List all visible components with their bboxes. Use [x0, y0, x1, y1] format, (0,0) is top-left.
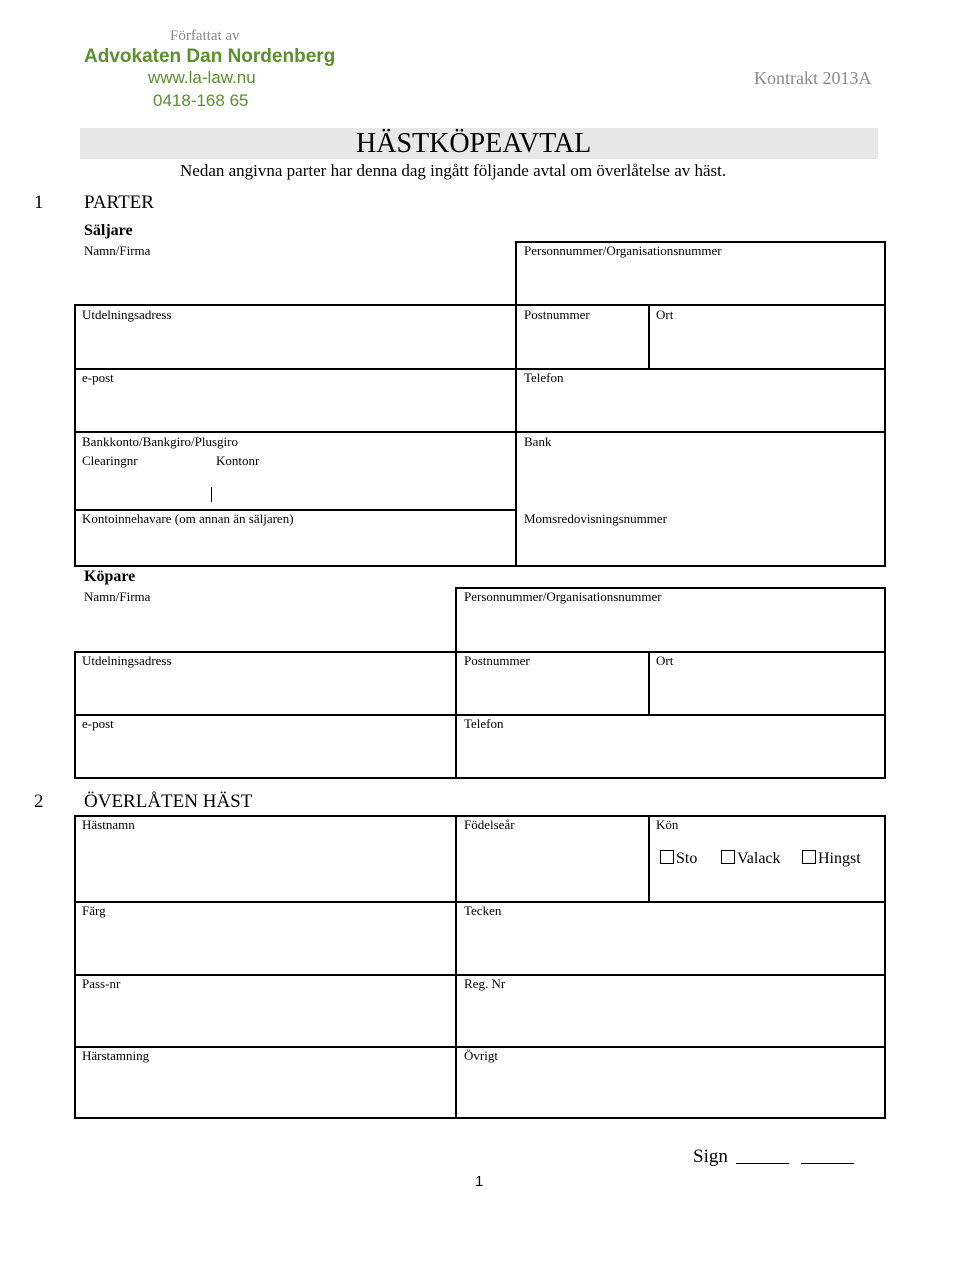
sex-label: Kön: [656, 817, 679, 832]
buyer-heading: Köpare: [84, 568, 136, 585]
sex-option-hingst[interactable]: Hingst: [802, 850, 861, 868]
buyer-id-number-label: Personnummer/Organisationsnummer: [464, 589, 662, 604]
sign-line-1[interactable]: [736, 1163, 789, 1164]
seller-postcode-label: Postnummer: [524, 307, 590, 322]
author-name: Advokaten Dan Nordenberg: [84, 46, 336, 67]
seller-city-label: Ort: [656, 307, 674, 322]
color-label: Färg: [82, 903, 106, 918]
buyer-id-number-field[interactable]: [457, 607, 884, 649]
pedigree-label: Härstamning: [82, 1048, 150, 1063]
sign-label: Sign: [693, 1146, 728, 1167]
website-link[interactable]: www.la-law.nu: [148, 68, 256, 87]
contract-reference: Kontrakt 2013A: [754, 68, 872, 88]
seller-account-no-label: Kontonr: [216, 453, 260, 468]
seller-account-holder-label: Kontoinnehavare (om annan än säljaren): [82, 511, 294, 526]
seller-clearing-label: Clearingnr: [82, 453, 138, 468]
buyer-postcode-label: Postnummer: [464, 653, 530, 668]
buyer-city-label: Ort: [656, 653, 674, 668]
markings-label: Tecken: [464, 903, 502, 918]
other-label: Övrigt: [464, 1048, 498, 1063]
passport-label: Pass-nr: [82, 976, 121, 991]
seller-heading: Säljare: [84, 222, 133, 239]
seller-name-field[interactable]: [76, 262, 513, 302]
horse-name-label: Hästnamn: [82, 817, 135, 832]
seller-bank-label: Bank: [524, 434, 552, 449]
sign-line-2[interactable]: [801, 1163, 854, 1164]
sex-option-sto[interactable]: Sto: [660, 850, 697, 868]
page-number: 1: [475, 1173, 484, 1190]
buyer-phone-label: Telefon: [464, 716, 504, 731]
clearing-account-separator: [211, 487, 212, 502]
buyer-name-label: Namn/Firma: [84, 589, 151, 604]
section-heading-horse: ÖVERLÅTEN HÄST: [84, 791, 253, 812]
reg-no-label: Reg. Nr: [464, 976, 506, 991]
seller-bank-account-label: Bankkonto/Bankgiro/Plusgiro: [82, 434, 238, 449]
birth-year-label: Födelseår: [464, 817, 515, 832]
section-number-1: 1: [34, 192, 44, 213]
seller-email-label: e-post: [82, 370, 114, 385]
phone-number: 0418-168 65: [153, 91, 249, 110]
buyer-address-label: Utdelningsadress: [82, 653, 172, 668]
document-subtitle: Nedan angivna parter har denna dag ingått följande avtal om överlåtelse av häst.: [180, 161, 727, 180]
seller-address-label: Utdelningsadress: [82, 307, 172, 322]
seller-id-number-label: Personnummer/Organisationsnummer: [524, 243, 722, 258]
section-number-2: 2: [34, 791, 44, 812]
seller-phone-label: Telefon: [524, 370, 564, 385]
seller-vat-number-label: Momsredovisningsnummer: [524, 511, 667, 526]
document-title: HÄSTKÖPEAVTAL: [356, 128, 592, 159]
checkbox-icon[interactable]: [802, 850, 816, 864]
buyer-email-label: e-post: [82, 716, 114, 731]
author-caption: Författat av: [170, 28, 240, 44]
checkbox-icon[interactable]: [721, 850, 735, 864]
section-heading-parter: PARTER: [84, 192, 154, 213]
sex-option-valack[interactable]: Valack: [721, 850, 781, 868]
checkbox-icon[interactable]: [660, 850, 674, 864]
seller-name-label: Namn/Firma: [84, 243, 151, 258]
